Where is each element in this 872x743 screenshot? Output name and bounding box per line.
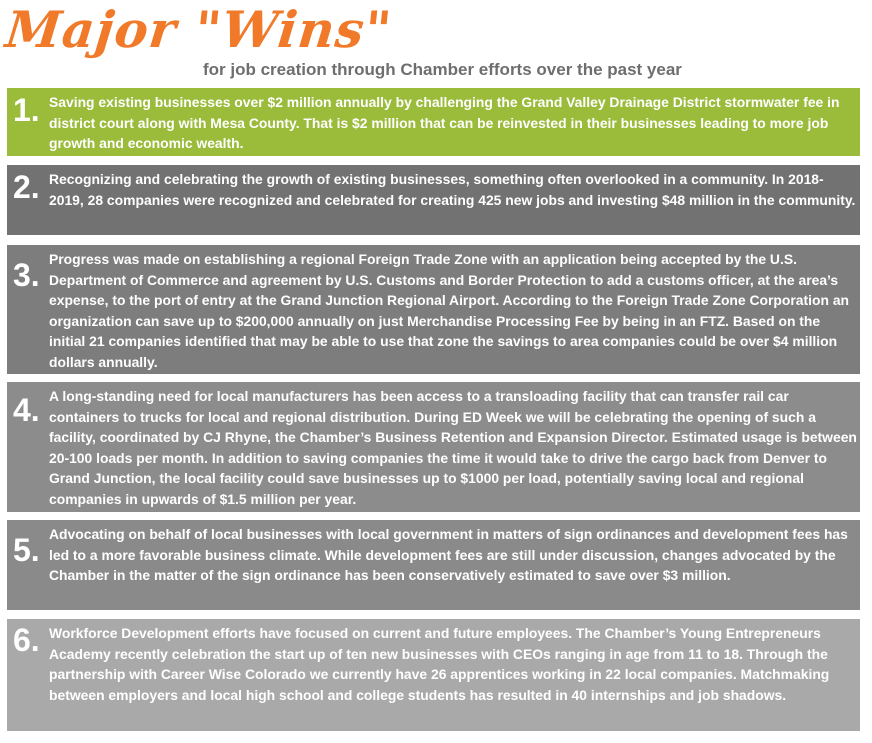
win-item-1 — [7, 88, 860, 156]
win-item-6 — [7, 619, 860, 731]
win-description: Advocating on behalf of local businesses with local government in matters of sign ordinances and development fees has led to a more favorable business climate. While development fees are still under discussion, changes advocated by the Chamber in the matter of the sign ordinance has been conservatively estimated to save over $3 million. — [49, 526, 848, 583]
win-description: A long-standing need for local manufacturers has been access to a transloading facility that can transfer rail car containers to trucks for local and regional distribution. During ED Week we will be celebrating the opening of such a facility, coordinated by CJ Rhyne, the Chamber’s Business Retention and Expansion Director. Estimated usage is between 20-100 loads per month. In addition to saving companies the time it would take to drive the cargo back from Denver to Grand Junction, the local facility could save businesses up to $1000 per load, potentially saving local and regional companies in upwards of $1.5 million per year. — [49, 388, 857, 507]
win-number: 2. — [13, 169, 40, 205]
win-number: 1. — [13, 92, 40, 128]
win-number: 3. — [13, 257, 40, 293]
win-item-5 — [7, 520, 860, 610]
win-number: 5. — [13, 532, 40, 568]
page-title: Major "Wins" — [2, 0, 395, 59]
page-header — [0, 0, 872, 86]
win-description: Recognizing and celebrating the growth of existing businesses, something often overlooked in a community. In 2018-2019, 28 companies were recognized and celebrated for creating 425 new jobs and investing $48 million in the community. — [49, 171, 856, 208]
win-description: Workforce Development efforts have focused on current and future employees. The Chamber’s Young Entrepreneurs Academy recently celebration the start up of ten new businesses with CEOs ranging in age from 11 to 18. Through the partnership with Career Wise Colorado we currently have 26 apprentices working in 22 local companies. Matchmaking between employers and local high school and college students has resulted in 40 internships and job shadows. — [49, 625, 830, 703]
win-description: Saving existing businesses over $2 million annually by challenging the Grand Valley Drainage District stormwater fee in district court along with Mesa County. That is $2 million that can be reinvested in their businesses leading to more job growth and economic wealth. — [49, 94, 840, 151]
win-item-2 — [7, 165, 860, 235]
win-number: 4. — [13, 392, 40, 428]
win-description: Progress was made on establishing a regional Foreign Trade Zone with an application being accepted by the U.S. Department of Commerce and agreement by U.S. Customs and Border Protection to add a customs officer, at the area’s expense, to the port of entry at the Grand Junction Regional Airport. According to the Foreign Trade Zone Corporation an organization can save up to $200,000 annually on just Merchandise Processing Fee by being in an FTZ. Based on the initial 21 companies identified that may be able to use that zone the savings to area companies could be over $4 million dollars annually. — [49, 251, 850, 370]
win-item-3 — [7, 245, 860, 374]
win-item-4 — [7, 382, 860, 512]
page-subtitle: for job creation through Chamber efforts over the past year — [203, 60, 682, 79]
win-number: 6. — [13, 622, 40, 658]
